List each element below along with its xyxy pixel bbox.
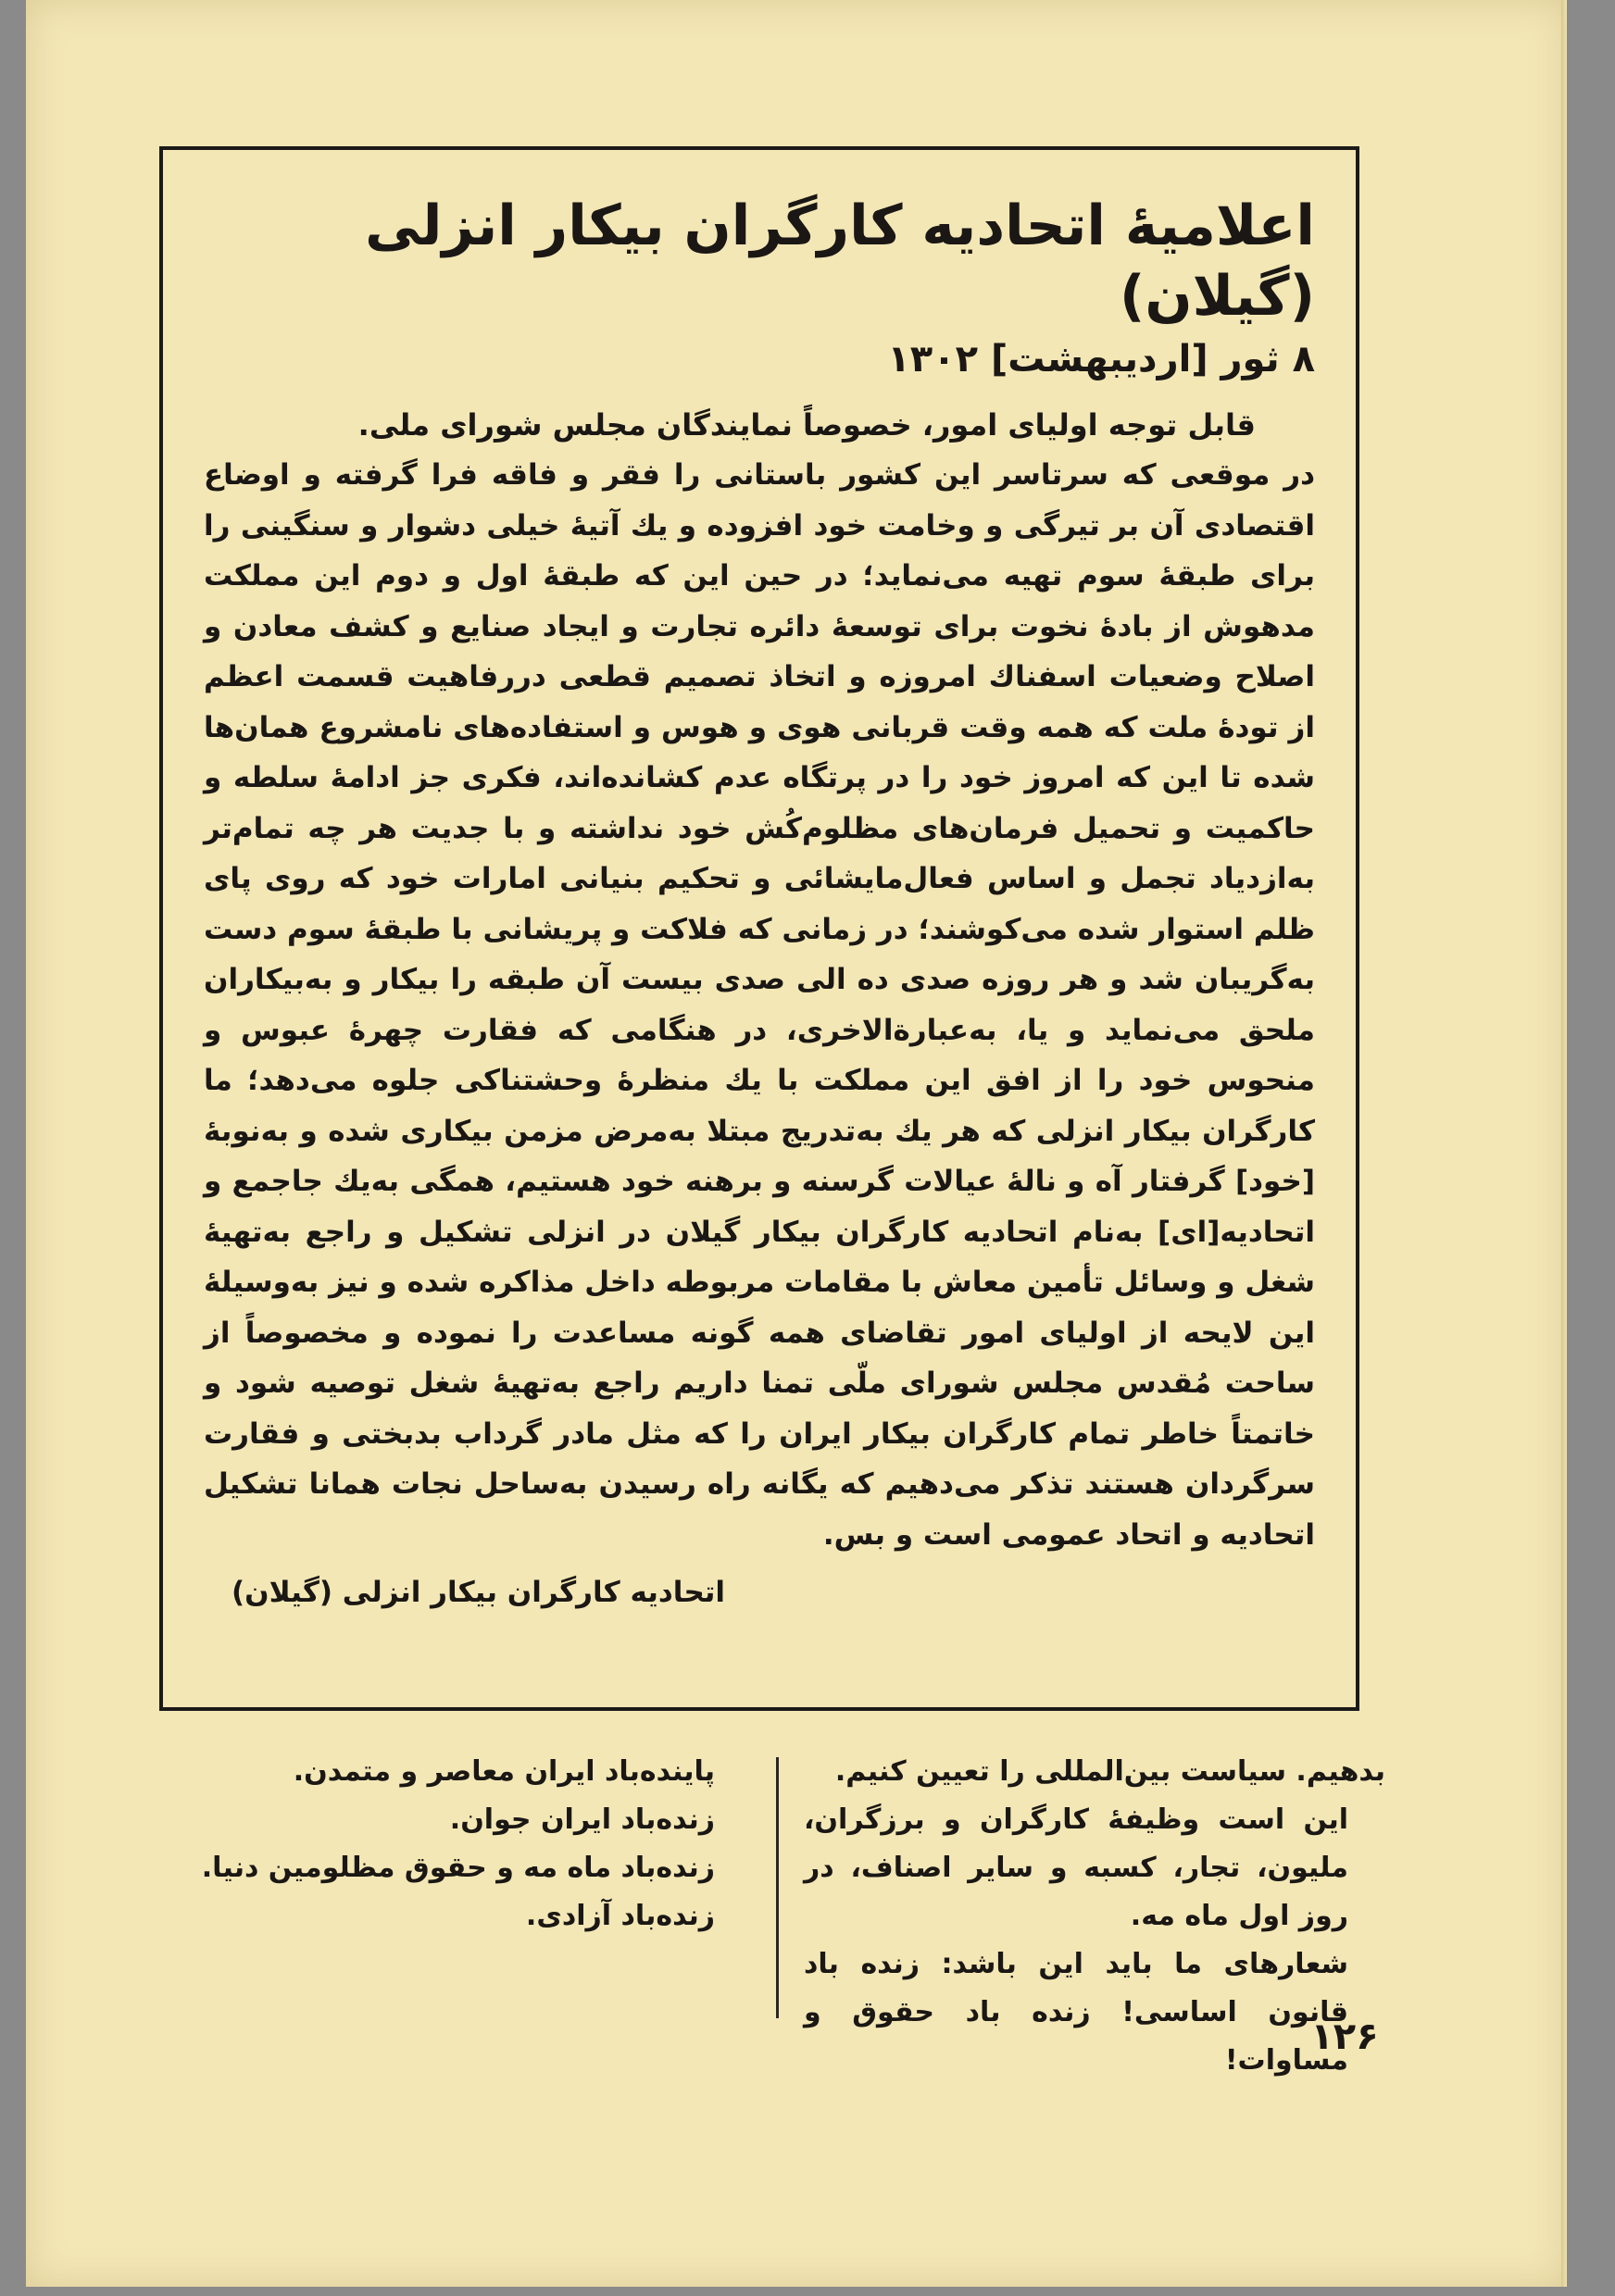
notice-date: ۸ ثور [اردیبهشت] ۱۳۰۲ bbox=[887, 338, 1315, 381]
notice-signature: اتحادیه کارگران بیکار انزلی (گیلان) bbox=[232, 1576, 726, 1609]
page-number: ۱۲۶ bbox=[1310, 2015, 1379, 2058]
left-column-paragraph: زنده‌باد ایران جوان. bbox=[449, 1803, 715, 1836]
right-column-paragraph: این است وظیفهٔ کارگران و برزگران، ملیون، تجار، کسبه و سایر اصناف، در روز اول ماه مه. bbox=[804, 1803, 1348, 1932]
notice-body: در موقعی که سرتاسر این کشور باستانی را فقر و فاقه فرا گرفته و اوضاع اقتصادی آن بر تیرگی و وخامت خود افزوده و یك آتیهٔ خیلی دشوار و سنگینی را برای طبقهٔ سوم تهیه می‌نماید؛ در حین این که طبقهٔ اول و دوم این مملکت مدهوش از بادهٔ نخوت برای توسعهٔ دائره تجارت و ایجاد صنایع و کشف معادن و اصلاح وضعیات اسفناك امروزه و اتخاذ تصمیم قطعی دررفاهیت قسمت اعظم از تودهٔ ملت که همه وقت قربانی هوی و هوس و استفاده‌های نامشروع همان‌ها شده تا این که امروز خود را در پرتگاه عدم کشانده‌اند، فکری جز ادامهٔ سلطه و حاکمیت و تحمیل فرمان‌های مظلوم‌کُش خود نداشته و با جدیت هر چه تمام‌تر به‌ازدیاد تجمل و اساس فعال‌مایشائی و تحکیم بنیانی امارات خود که روی پای ظلم استوار شده می‌کوشند؛ در زمانی که فلاکت و پریشانی با طبقهٔ سوم دست به‌گریبان شد و هر روزه صدی ده الی صدی بیست آن طبقه را بیکار و به‌بیکاران ملحق می‌نماید و یا، به‌عبارةالاخری، در هنگامی که فقارت چهرهٔ عبوس و منحوس خود را از افق این مملکت با یك منظرهٔ وحشتناکی جلوه می‌دهد؛ ما کارگران بیکار انزلی که هر یك به‌تدریج مبتلا به‌مرض مزمن بیکاری شده و به‌نوبهٔ [خود] گرفتار آه و نالهٔ عیالات گرسنه و برهنه خود هستیم، همگی به‌یك جاجمع و اتحادیه[ای] به‌نام اتحادیه کارگران بیکار گیلان در انزلی تشکیل و راجع به‌تهیهٔ شغل و وسائل تأمین معاش با مقامات مربوطه داخل مذاکره شده و نیز به‌وسیلهٔ این لایحه از اولیای امور تقاضای همه گونه مساعدت را نموده و مخصوصاً از ساحت مُقدس مجلس شورای ملّی تمنا داریم راجع به‌تهیهٔ شغل توصیه شود و خاتمتاً خاطر تمام کارگران بیکار ایران را که مثل مادر گرداب بدبختی و فقارت سرگردان هستند تذکر می‌دهیم که یگانه راه رسیدن به‌ساحل نجات همانا تشکیل اتحادیه و اتحاد عمومی است و بس. bbox=[204, 458, 1315, 1552]
right-column-paragraph: بدهیم. سیاست بین‌المللی را تعیین کنیم. bbox=[834, 1755, 1385, 1788]
right-column-paragraph: شعارهای ما باید این باشد: زنده باد قانون اساسی! زنده باد حقوق و مساوات! bbox=[804, 1948, 1348, 2077]
notice-title: اعلامیهٔ اتحادیه کارگران بیکار انزلی (گیلان) bbox=[365, 193, 1315, 329]
left-column-paragraph: زنده‌باد ماه مه و حقوق مظلومین دنیا. bbox=[201, 1852, 715, 1884]
left-column-paragraph: زنده‌باد آزادی. bbox=[525, 1900, 715, 1932]
paper-edge bbox=[1561, 0, 1567, 2287]
notice-address: قابل توجه اولیای امور، خصوصاً نمایندگان مجلس شورای ملی. bbox=[357, 407, 1256, 443]
column-divider bbox=[776, 1757, 779, 2018]
left-column bbox=[185, 1748, 752, 1940]
notice-box bbox=[159, 146, 1359, 1711]
left-column-paragraph: پاینده‌باد ایران معاصر و متمدن. bbox=[293, 1755, 715, 1788]
